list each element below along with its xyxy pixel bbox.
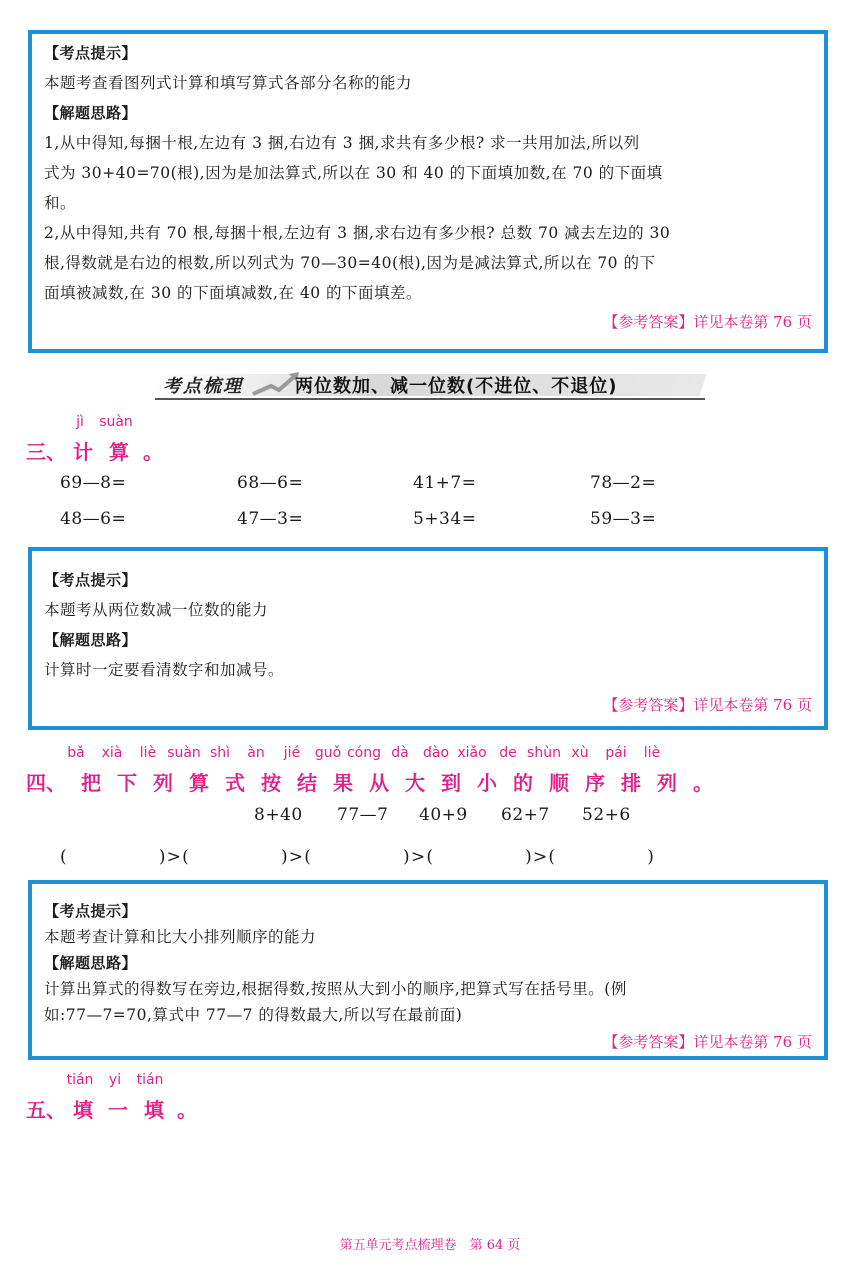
title-char: 式 <box>224 771 245 795</box>
title-char: 结 <box>296 771 317 795</box>
expression: 40+9 <box>419 805 468 825</box>
expression: 47—3= <box>237 509 304 529</box>
expression: 77—7 <box>337 805 389 825</box>
expression: 8+40 <box>254 805 303 825</box>
idea-line: 面填被减数,在 30 的下面填减数,在 40 的下面填差。 <box>44 284 423 302</box>
answer-tag: 【参考答案】 <box>603 313 694 331</box>
pinyin-syllable: xià <box>101 745 123 761</box>
title-char: 把 <box>80 771 101 795</box>
pinyin-syllable: suàn <box>99 414 133 430</box>
pinyin-syllable: guǒ <box>314 745 342 761</box>
question-number: 五、 <box>26 1098 66 1122</box>
idea-line: 如:77—7=70,算式中 77—7 的得数最大,所以写在最前面) <box>44 1006 463 1024</box>
pinyin-syllable: yi <box>108 1072 122 1088</box>
title-char: 填 <box>73 1098 93 1122</box>
pinyin-syllable: pái <box>605 745 627 761</box>
pinyin-syllable: bǎ <box>67 745 85 761</box>
title-char: 下 <box>116 771 137 795</box>
idea-line: 根,得数就是右边的根数,所以列式为 70—30=40(根),因为是减法算式,所以在 70 的下 <box>44 254 656 272</box>
title-char: 排 <box>620 771 641 795</box>
title-char: 序 <box>584 771 605 795</box>
expression: 59—3= <box>590 509 657 529</box>
title-char: 从 <box>368 771 389 795</box>
pinyin-syllable: shì <box>209 745 231 761</box>
pinyin-syllable: liè <box>139 745 157 761</box>
hint-box-1 <box>28 30 828 353</box>
answer-text: 详见本卷第 76 页 <box>693 696 812 714</box>
answer-blanks[interactable]: ( )>( )>( )>( )>( ) <box>60 847 656 867</box>
title-char: 。 <box>177 1098 197 1122</box>
reference-answer <box>44 308 812 336</box>
page-footer: 第五单元考点梳理卷 第 64 页 <box>339 1238 521 1253</box>
idea-line: 1,从中得知,每捆十根,左边有 3 捆,右边有 3 捆,求共有多少根? 求一共用加法,所以列 <box>44 134 640 152</box>
pinyin-syllable: xù <box>571 745 589 761</box>
q5-title <box>26 1094 202 1123</box>
title-char: 顺 <box>548 771 569 795</box>
hint-heading: 【考点提示】 <box>44 902 138 920</box>
title-char: 。 <box>143 440 163 464</box>
pinyin-syllable: jì <box>76 414 84 430</box>
hint-heading: 【考点提示】 <box>44 571 138 589</box>
banner-topic: 两位数加、减一位数(不进位、不退位) <box>295 376 618 397</box>
arrow-icon <box>251 368 301 398</box>
pinyin-syllable: tián <box>136 1072 164 1088</box>
expression: 69—8= <box>60 473 127 493</box>
pinyin-syllable: de <box>499 745 517 761</box>
expression: 5+34= <box>413 509 477 529</box>
title-char: 列 <box>656 771 677 795</box>
hint-box-2 <box>28 547 828 730</box>
title-char: 按 <box>260 771 281 795</box>
title-char: 列 <box>152 771 173 795</box>
title-char: 到 <box>440 771 461 795</box>
idea-heading: 【解题思路】 <box>44 631 138 649</box>
answer-text: 详见本卷第 76 页 <box>693 313 812 331</box>
reference-answer <box>44 1028 812 1056</box>
idea-line: 计算出算式的得数写在旁边,根据得数,按照从大到小的顺序,把算式写在括号里。(例 <box>44 980 627 998</box>
pinyin-syllable: tián <box>66 1072 94 1088</box>
idea-line: 和。 <box>44 194 77 212</box>
banner-label: 考点梳理 <box>163 376 243 397</box>
pinyin-syllable: àn <box>247 745 265 761</box>
title-char: 算 <box>109 440 129 464</box>
pinyin-syllable: jié <box>283 745 301 761</box>
expression: 62+7 <box>501 805 550 825</box>
section-banner <box>155 366 705 404</box>
question-number: 三、 <box>26 440 66 464</box>
pinyin-syllable: xiǎo <box>457 745 487 761</box>
title-char: 的 <box>512 771 533 795</box>
q3-title <box>26 436 168 465</box>
pinyin-syllable: shùn <box>527 745 561 761</box>
expression: 48—6= <box>60 509 127 529</box>
expression: 68—6= <box>237 473 304 493</box>
hint-heading: 【考点提示】 <box>44 44 138 62</box>
pinyin-syllable: cóng <box>346 745 382 761</box>
idea-line: 式为 30+40=70(根),因为是加法算式,所以在 30 和 40 的下面填加数,在 70 的下面填 <box>44 164 663 182</box>
q5-pinyin <box>62 1072 168 1088</box>
idea-heading: 【解题思路】 <box>44 954 138 972</box>
hint-box-3 <box>28 880 828 1060</box>
title-char: 果 <box>332 771 353 795</box>
title-char: 计 <box>73 440 93 464</box>
hint-text: 本题考查看图列式计算和填写算式各部分名称的能力 <box>44 74 413 92</box>
pinyin-syllable: dà <box>391 745 409 761</box>
title-char: 小 <box>476 771 497 795</box>
pinyin-syllable: liè <box>643 745 661 761</box>
q4-pinyin <box>58 745 670 761</box>
title-char: 一 <box>108 1098 128 1122</box>
pinyin-syllable: dào <box>422 745 450 761</box>
title-char: 填 <box>144 1098 164 1122</box>
hint-text: 本题考查计算和比大小排列顺序的能力 <box>44 928 317 946</box>
idea-line: 2,从中得知,共有 70 根,每捆十根,左边有 3 捆,求右边有多少根? 总数 70 减去左边的 30 <box>44 224 671 242</box>
question-number: 四、 <box>26 771 66 795</box>
expression: 41+7= <box>413 473 477 493</box>
pinyin-syllable: suàn <box>167 745 201 761</box>
idea-heading: 【解题思路】 <box>44 104 138 122</box>
title-char: 算 <box>188 771 209 795</box>
banner-underline <box>155 398 705 400</box>
expression: 78—2= <box>590 473 657 493</box>
title-char: 大 <box>404 771 425 795</box>
q3-pinyin <box>64 414 136 430</box>
reference-answer <box>44 691 812 719</box>
idea-line: 计算时一定要看清数字和加减号。 <box>44 661 285 679</box>
q4-title <box>26 767 721 796</box>
answer-tag: 【参考答案】 <box>603 696 694 714</box>
answer-tag: 【参考答案】 <box>603 1033 694 1051</box>
hint-text: 本题考从两位数减一位数的能力 <box>44 601 269 619</box>
title-char: 。 <box>692 771 713 795</box>
answer-text: 详见本卷第 76 页 <box>693 1033 812 1051</box>
expression: 52+6 <box>582 805 631 825</box>
